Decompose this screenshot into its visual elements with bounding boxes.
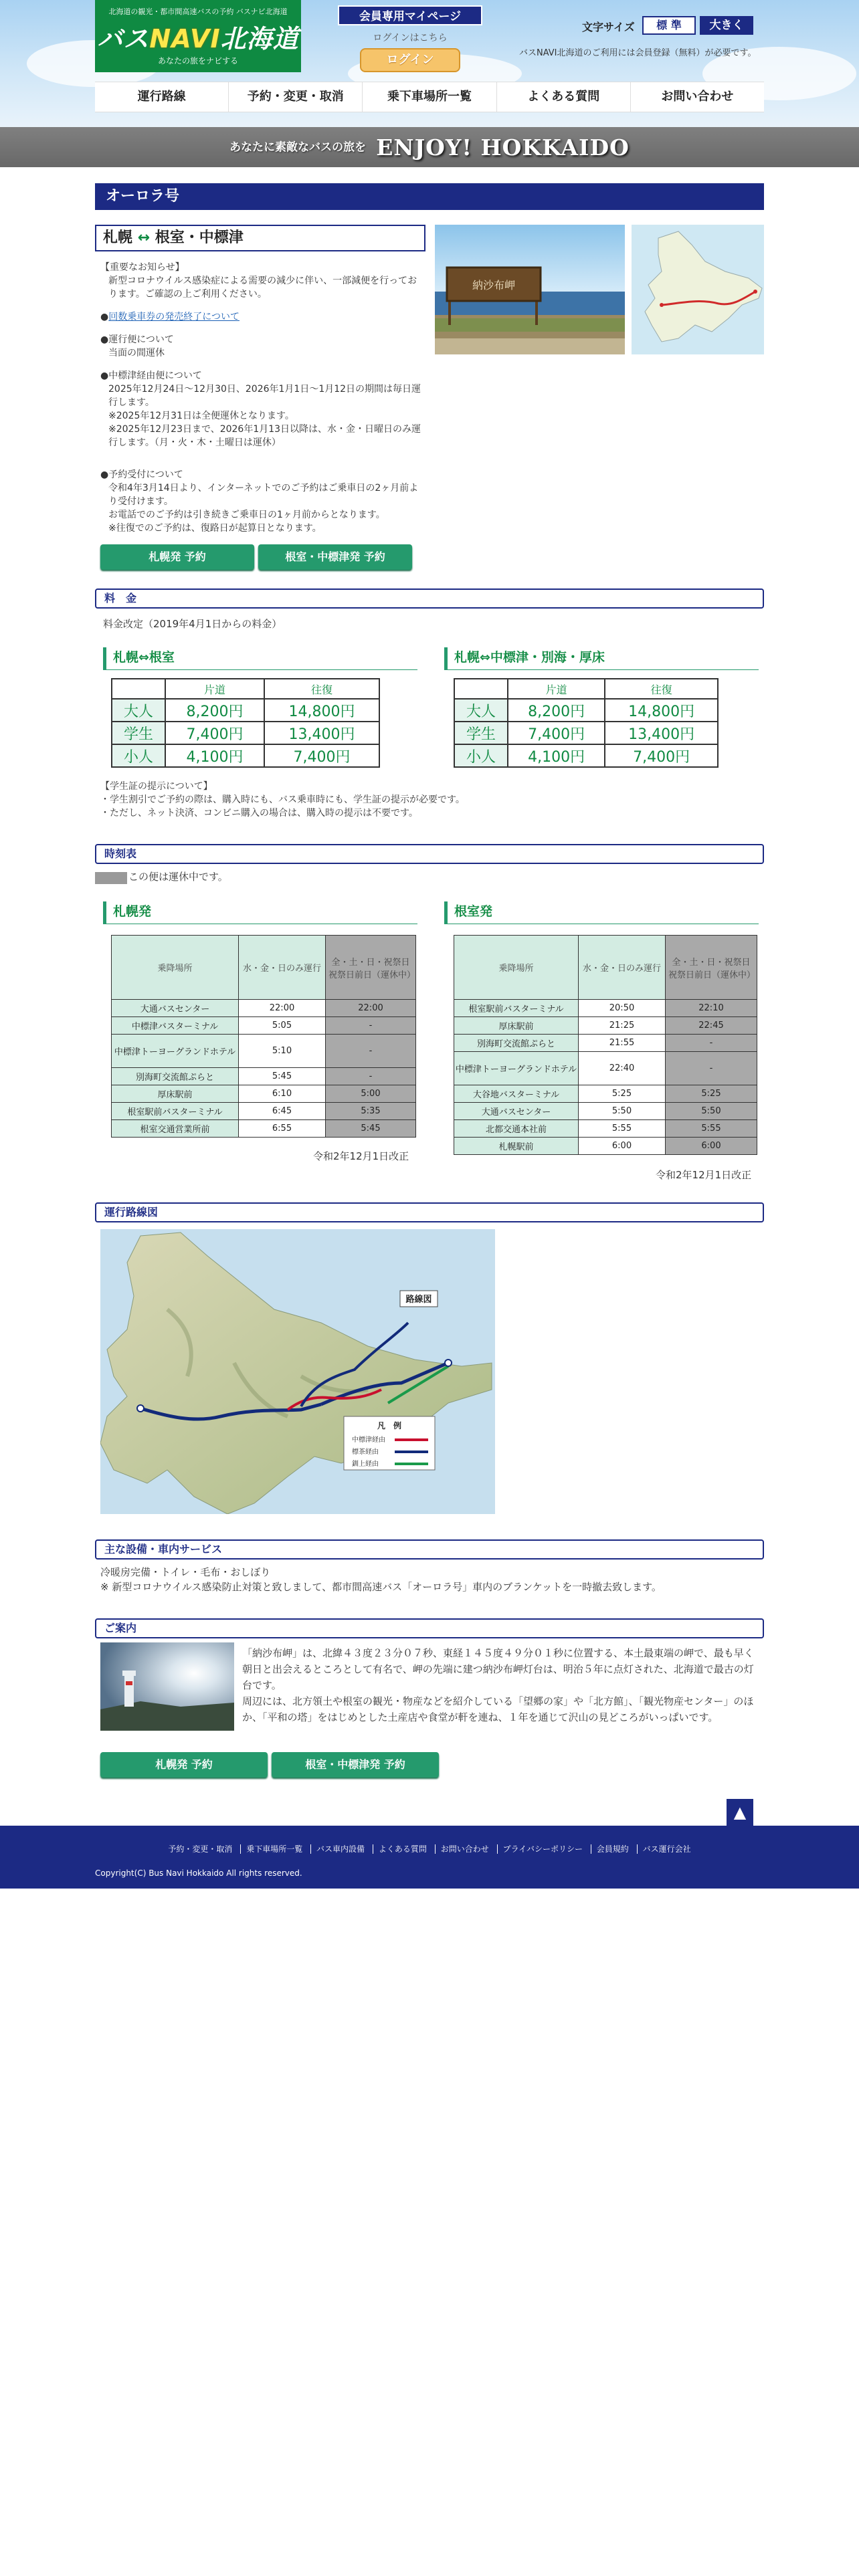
page-title: オーロラ号 <box>95 183 764 210</box>
timetable-revision-date: 令和2年12月1日改正 <box>313 1150 409 1162</box>
map-legend-item: 釧上経由 <box>352 1461 379 1468</box>
fare-cell: 8,200円 <box>165 699 264 722</box>
tt-time: 5:50 <box>666 1103 757 1120</box>
notice-coupon: ●回数乗車券の発売終了について <box>100 312 240 322</box>
font-size-normal-button[interactable]: 標 準 <box>642 16 696 35</box>
tt-stop: 大通バスセンター <box>454 1103 579 1120</box>
footer-nav <box>0 1843 859 1854</box>
nav-item-stops[interactable]: 乗下車場所一覧 <box>363 82 496 112</box>
tt-stop: 大通バスセンター <box>112 1000 239 1017</box>
member-mypage-title[interactable]: 会員専用マイページ <box>338 5 482 25</box>
tt-time: 5:55 <box>579 1120 666 1138</box>
site-header <box>0 0 859 127</box>
tt-time: 21:25 <box>579 1017 666 1035</box>
nav-item-faq[interactable]: よくある質問 <box>497 82 631 112</box>
nav-item-routes[interactable]: 運行路線 <box>95 82 229 112</box>
suspended-legend-text: この便は運休中です。 <box>128 871 228 883</box>
fare-row-label: 大人 <box>454 699 508 722</box>
fare-table <box>111 678 380 768</box>
font-size-large-button[interactable]: 大きく <box>700 16 753 35</box>
tt-stop: 北都交通本社前 <box>454 1120 579 1138</box>
timetable-title: 札幌発 <box>103 901 417 924</box>
member-area <box>338 5 482 72</box>
tt-stop: 別海町交流館ぷらと <box>112 1068 239 1085</box>
guide-paragraph: 「納沙布岬」は、北緯４３度２３分０７秒、東経１４５度４９分０１秒に位置する、本土最東端の岬で、最も早く朝日と出会えるところとして有名で、岬の先端に建つ納沙布岬灯台は、明治５年に点灯された、北海道で最古の灯台です。 <box>242 1647 754 1691</box>
tt-time: 22:45 <box>666 1017 757 1035</box>
fare-cell: 4,100円 <box>508 744 605 767</box>
notice-nakashibetsu-body: ※2025年12月23日まで、2026年1月13日以降は、水・金・日曜日のみ運行します。（月・火・木・土曜日は運休） <box>108 424 421 448</box>
tt-col-header: 水・金・日のみ運行 <box>579 936 666 1000</box>
services-line: ※ 新型コロナウイルス感染防止対策と致しまして、都市間高速バス「オーロラ号」車内のブランケットを一時撤去致します。 <box>100 1581 662 1593</box>
guide-paragraph: 周辺には、北方領土や根室の観光・物産などを紹介している「望郷の家」や「北方館」、「観光物産センター」のほか、「平和の塔」をはじめとした土産店や食堂が軒を連ね、１年を通じて沢山の見どころがいっぱいです。 <box>242 1695 754 1723</box>
logo-subtitle: あなたの旅をナビする <box>157 56 238 66</box>
tt-time: - <box>326 1035 416 1068</box>
banner-subtitle: あなたに素敵なバスの旅を <box>229 140 367 154</box>
footer-link[interactable]: プライバシーポリシー <box>497 1844 588 1854</box>
fare-cell: 13,400円 <box>605 722 718 744</box>
fare-cell: 13,400円 <box>264 722 379 744</box>
footer-link[interactable]: 乗下車場所一覧 <box>240 1844 308 1854</box>
notice-important-body: 新型コロナウイルス感染症による需要の減少に伴い、一部減便を行っております。ご確認の上ご利用ください。 <box>108 276 417 300</box>
tt-stop: 根室駅前バスターミナル <box>112 1103 239 1120</box>
bidirectional-arrow-icon: ↔ <box>137 229 151 246</box>
map-legend-item: 標茶経由 <box>352 1448 379 1456</box>
footer-link[interactable]: バス運行会社 <box>637 1844 696 1854</box>
footer-link[interactable]: バス車内設備 <box>310 1844 370 1854</box>
tt-time: 6:00 <box>666 1138 757 1155</box>
tt-time: 5:25 <box>666 1085 757 1103</box>
student-note-line: ・学生割引でご予約の際は、購入時にも、バス乗車時にも、学生証の提示が必要です。 <box>100 794 465 805</box>
timetable-table <box>454 935 757 1155</box>
footer-link[interactable]: 会員規約 <box>591 1844 634 1854</box>
page-top-button[interactable]: ▲ <box>727 1799 753 1826</box>
fare-cell: 14,800円 <box>264 699 379 722</box>
nav-item-reservation[interactable]: 予約・変更・取消 <box>229 82 363 112</box>
route-from: 札幌 <box>103 229 133 246</box>
tt-time: 20:50 <box>579 1000 666 1017</box>
registration-note: バスNAVI北海道のご利用には会員登録（無料）が必要です。 <box>519 48 757 58</box>
fare-table-title: 札幌⇔中標津・別海・厚床 <box>444 647 759 670</box>
fare-corner-cell <box>454 679 508 699</box>
services-line: 冷暖房完備・トイレ・毛布・おしぼり <box>100 1566 271 1578</box>
tt-stop: 根室交通営業所前 <box>112 1120 239 1138</box>
tt-time: 5:00 <box>326 1085 416 1103</box>
fare-corner-cell <box>112 679 165 699</box>
services-text <box>100 1565 662 1594</box>
fare-cell: 4,100円 <box>165 744 264 767</box>
suspended-legend-swatch <box>95 872 127 884</box>
fare-col-header: 往復 <box>264 679 379 699</box>
tt-stop: 中標津トーヨーグランドホテル <box>112 1035 239 1068</box>
map-label: 路線図 <box>405 1295 432 1305</box>
tt-time: 5:25 <box>579 1085 666 1103</box>
tt-col-header: 全・土・日・祝祭日 祝祭日前日（運休中） <box>666 936 757 1000</box>
nav-item-contact[interactable]: お問い合わせ <box>661 90 734 104</box>
tt-time: 21:55 <box>579 1035 666 1052</box>
fare-row-label: 大人 <box>112 699 165 722</box>
tt-stop: 厚床駅前 <box>454 1017 579 1035</box>
fare-row-label: 学生 <box>454 722 508 744</box>
route-overview-map <box>632 225 764 354</box>
fare-table <box>454 678 719 768</box>
route-map-section-heading: 運行路線図 <box>95 1202 764 1222</box>
map-legend-item: 中標津経由 <box>352 1436 385 1444</box>
notice-block <box>100 261 421 535</box>
map-legend-title: 凡 例 <box>377 1421 402 1430</box>
tt-time: 5:35 <box>326 1103 416 1120</box>
timetable-revision-date: 令和2年12月1日改正 <box>656 1169 752 1181</box>
banner-title: ENJOY! HOKKAIDO <box>376 134 630 160</box>
tt-col-header: 水・金・日のみ運行 <box>239 936 326 1000</box>
notice-nakashibetsu-body: 2025年12月24日〜12月30日、2026年1月1日〜1月12日の期間は毎日運行します。 <box>108 384 421 408</box>
tt-time: 6:00 <box>579 1138 666 1155</box>
notice-reservation-body: ※往復でのご予約は、復路日が起算日となります。 <box>108 523 322 534</box>
route-photo <box>435 225 625 354</box>
fare-section-heading: 料 金 <box>95 588 764 609</box>
route-map <box>100 1229 495 1514</box>
logo-tagline: 北海道の観光・都市間高速バスの予約 バスナビ北海道 <box>108 7 288 16</box>
fare-row-label: 学生 <box>112 722 165 744</box>
login-prompt: ログインはこちら <box>373 33 448 43</box>
tt-time: 22:40 <box>579 1052 666 1085</box>
fare-cell: 7,400円 <box>264 744 379 767</box>
fare-cell: 7,400円 <box>508 722 605 744</box>
site-logo[interactable] <box>95 0 301 72</box>
tt-time: 6:45 <box>239 1103 326 1120</box>
reserve-from-sapporo-button[interactable]: 札幌発 予約 <box>100 544 254 570</box>
fare-cell: 7,400円 <box>605 744 718 767</box>
footer-link[interactable]: 予約・変更・取消 <box>168 1844 233 1854</box>
notice-important-title: 【重要なお知らせ】 <box>100 262 185 273</box>
route-to: 根室・中標津 <box>155 229 244 246</box>
login-button[interactable]: ログイン <box>360 48 460 72</box>
tt-time: - <box>326 1017 416 1035</box>
tt-time: - <box>326 1068 416 1085</box>
tt-time: 22:00 <box>239 1000 326 1017</box>
notice-nakashibetsu-body: ※2025年12月31日は全便運休となります。 <box>108 411 294 421</box>
font-size-label: 文字サイズ <box>582 21 635 33</box>
guide-text <box>242 1645 761 1725</box>
tt-time: 5:10 <box>239 1035 326 1068</box>
fare-row-label: 小人 <box>454 744 508 767</box>
route-name-box <box>95 225 425 251</box>
tt-time: 6:55 <box>239 1120 326 1138</box>
tt-time: 5:05 <box>239 1017 326 1035</box>
tt-stop: 別海町交流館ぷらと <box>454 1035 579 1052</box>
reserve-from-nemuro-button[interactable]: 根室・中標津発 予約 <box>272 1752 439 1778</box>
tt-col-header: 乗降場所 <box>454 936 579 1000</box>
guide-section-heading: ご案内 <box>95 1618 764 1638</box>
photo-sign-text: 納沙布岬 <box>472 279 516 292</box>
student-note-title: 【学生証の提示について】 <box>100 781 213 792</box>
tt-time: 22:00 <box>326 1000 416 1017</box>
fare-cell: 7,400円 <box>165 722 264 744</box>
notice-operation-body: 当面の間運休 <box>108 348 165 358</box>
footer-link[interactable]: お問い合わせ <box>435 1844 494 1854</box>
reserve-from-sapporo-button[interactable]: 札幌発 予約 <box>100 1752 268 1778</box>
student-note-line: ・ただし、ネット決済、コンビニ購入の場合は、購入時の提示は不要です。 <box>100 808 418 819</box>
notice-operation-title: ●運行便について <box>100 334 174 345</box>
fare-cell: 8,200円 <box>508 699 605 722</box>
global-nav <box>95 82 764 112</box>
fare-col-header: 片道 <box>508 679 605 699</box>
tt-time: - <box>666 1052 757 1085</box>
fare-row-label: 小人 <box>112 744 165 767</box>
reserve-from-nemuro-button[interactable]: 根室・中標津発 予約 <box>258 544 412 570</box>
timetable-table <box>111 935 416 1138</box>
footer-link[interactable]: よくある質問 <box>373 1844 432 1854</box>
tt-stop: 中標津トーヨーグランドホテル <box>454 1052 579 1085</box>
tt-time: 22:10 <box>666 1000 757 1017</box>
logo-wordmark: バスNAVI北海道 <box>97 24 299 53</box>
tt-stop: 根室駅前バスターミナル <box>454 1000 579 1017</box>
notice-reservation-title: ●予約受付について <box>100 469 183 480</box>
hero-banner <box>0 127 859 167</box>
fare-col-header: 往復 <box>605 679 718 699</box>
tt-time: - <box>666 1035 757 1052</box>
tt-time: 5:55 <box>666 1120 757 1138</box>
coupon-end-link[interactable]: 回数乗車券の発売終了について <box>108 312 240 322</box>
tt-stop: 札幌駅前 <box>454 1138 579 1155</box>
fare-col-header: 片道 <box>165 679 264 699</box>
timetable-title: 根室発 <box>444 901 759 924</box>
site-footer <box>0 1826 859 1889</box>
fare-table-title: 札幌⇔根室 <box>103 647 417 670</box>
tt-stop: 中標津バスターミナル <box>112 1017 239 1035</box>
notice-nakashibetsu-title: ●中標津経由便について <box>100 370 202 381</box>
fare-revision-note: 料金改定（2019年4月1日からの料金） <box>103 618 282 630</box>
notice-reservation-body: お電話でのご予約は引き続きご乗車日の1ヶ月前からとなります。 <box>108 510 385 520</box>
student-note <box>100 780 465 820</box>
notice-reservation-body: 令和4年3月14日より、インターネットでのご予約はご乗車日の2ヶ月前より受付けます。 <box>108 483 419 507</box>
tt-time: 5:45 <box>326 1120 416 1138</box>
copyright: Copyright(C) Bus Navi Hokkaido All rights reserved. <box>95 1868 302 1878</box>
tt-time: 6:10 <box>239 1085 326 1103</box>
tt-stop: 厚床駅前 <box>112 1085 239 1103</box>
fare-cell: 14,800円 <box>605 699 718 722</box>
tt-col-header: 全・土・日・祝祭日 祝祭日前日（運休中） <box>326 936 416 1000</box>
lighthouse-photo <box>100 1642 234 1731</box>
tt-time: 5:50 <box>579 1103 666 1120</box>
timetable-section-heading: 時刻表 <box>95 844 764 864</box>
tt-col-header: 乗降場所 <box>112 936 239 1000</box>
services-section-heading: 主な設備・車内サービス <box>95 1539 764 1560</box>
tt-time: 5:45 <box>239 1068 326 1085</box>
tt-stop: 大谷地バスターミナル <box>454 1085 579 1103</box>
